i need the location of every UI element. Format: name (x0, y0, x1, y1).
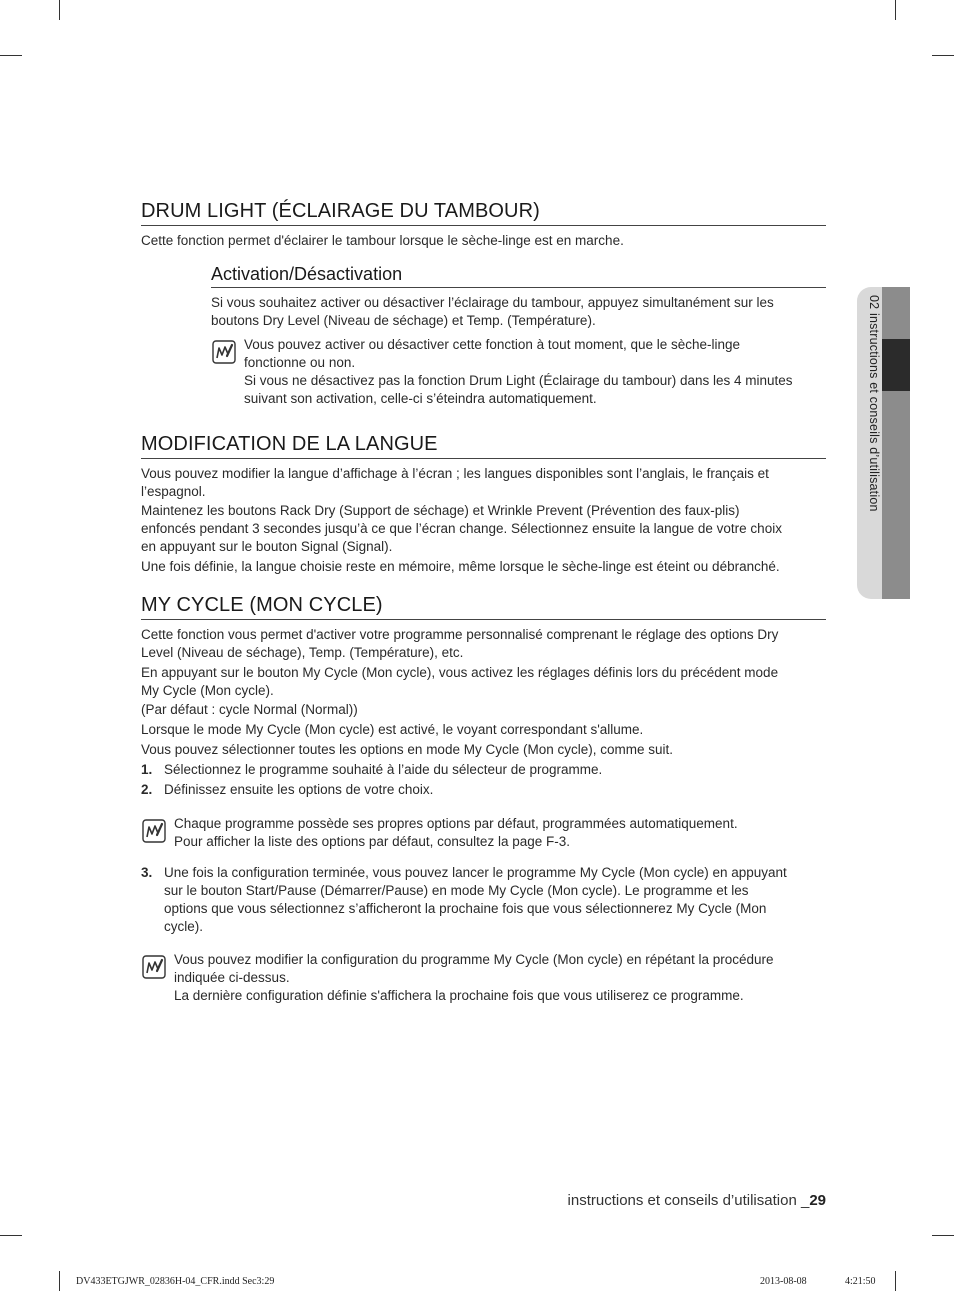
my-cycle-note-2 (174, 951, 774, 1005)
crop-mark (932, 1235, 954, 1236)
text-line: Chaque programme possède ses propres options par défaut, programmées automatiquement. (174, 816, 738, 831)
langue-para-1 (141, 465, 769, 501)
crop-mark (895, 0, 896, 20)
text-line: La dernière configuration définie s'affichera la prochaine fois que vous utiliserez ce programme. (174, 988, 744, 1003)
text-line: cycle). (164, 919, 204, 934)
print-slug-date: 2013-08-08 (760, 1276, 807, 1287)
print-slug-file: DV433ETGJWR_02836H-04_CFR.indd Sec3:29 (76, 1276, 275, 1287)
crop-mark (932, 55, 954, 56)
text-line: sur le bouton Start/Pause (Démarrer/Pause) en mode My Cycle (Mon cycle). Le programme et les (164, 883, 749, 898)
text-line: Level (Niveau de séchage), Temp. (Température), etc. (141, 645, 464, 660)
text-line: Une fois la configuration terminée, vous pouvez lancer le programme My Cycle (Mon cycle) en appuyant (164, 865, 787, 880)
section-title-my-cycle: MY CYCLE (MON CYCLE) (141, 593, 826, 620)
langue-para-2 (141, 502, 782, 556)
text-line: enfoncés pendant 3 secondes jusqu’à ce que l’écran change. Sélectionnez ensuite la langue de votre choix (141, 521, 782, 536)
text-line: Pour afficher la liste des options par défaut, consultez la page F-3. (174, 834, 570, 849)
step-number: 3. (141, 865, 153, 880)
drum-light-intro: Cette fonction permet d'éclairer le tambour lorsque le sèche-linge est en marche. (141, 233, 624, 248)
chapter-tab-marker (882, 339, 910, 391)
text-line: indiquée ci-dessus. (174, 970, 290, 985)
my-cycle-default: (Par défaut : cycle Normal (Normal)) (141, 702, 358, 717)
print-slug-time: 4:21:50 (845, 1276, 876, 1287)
text-line: fonctionne ou non. (244, 355, 356, 370)
activation-body (211, 294, 774, 330)
text-line: Si vous souhaitez activer ou désactiver l’éclairage du tambour, appuyez simultanément sur les (211, 295, 774, 310)
text-line: Vous pouvez modifier la configuration du programme My Cycle (Mon cycle) en répétant la procédure (174, 952, 774, 967)
subsection-title-activation: Activation/Désactivation (211, 263, 826, 288)
crop-mark (59, 1271, 60, 1291)
text-line: En appuyant sur le bouton My Cycle (Mon cycle), vous activez les réglages définis lors du précédent mode (141, 665, 779, 680)
text-line: Vous pouvez activer ou désactiver cette fonction à tout moment, que le sèche-linge (244, 337, 741, 352)
step-2-text: Définissez ensuite les options de votre choix. (164, 782, 434, 797)
text-line: suivant son activation, celle-ci s’éteindra automatiquement. (244, 391, 597, 406)
text-line: en appuyant sur le bouton Signal (Signal). (141, 539, 393, 554)
my-cycle-para-1 (141, 626, 778, 662)
chapter-tab-label: 02 instructions et conseils d’utilisation (867, 295, 881, 512)
section-title-langue: MODIFICATION DE LA LANGUE (141, 432, 826, 459)
note-pencil-icon (142, 955, 166, 979)
text-line: options que vous sélectionnez s’afficheront la prochaine fois que vous sélectionnerez My Cycle (Mon (164, 901, 767, 916)
text-line: Cette fonction vous permet d'activer votre programme personnalisé comprenant le réglage des options Dry (141, 627, 779, 642)
step-3-text (164, 864, 787, 936)
crop-mark (0, 55, 22, 56)
step-number: 1. (141, 762, 153, 777)
text-line: l’espagnol. (141, 484, 206, 499)
section-title-drum-light: DRUM LIGHT (ÉCLAIRAGE DU TAMBOUR) (141, 199, 826, 226)
my-cycle-para-5: Vous pouvez sélectionner toutes les options en mode My Cycle (Mon cycle), comme suit. (141, 742, 673, 757)
langue-para-3: Une fois définie, la langue choisie reste en mémoire, même lorsque le sèche-linge est éteint ou débranché. (141, 559, 780, 574)
my-cycle-para-2 (141, 664, 778, 700)
my-cycle-para-4: Lorsque le mode My Cycle (Mon cycle) est activé, le voyant correspondant s'allume. (141, 722, 644, 737)
page-number: 29 (809, 1192, 826, 1209)
text-line: boutons Dry Level (Niveau de séchage) et Temp. (Température). (211, 313, 596, 328)
text-line: My Cycle (Mon cycle). (141, 683, 274, 698)
note-pencil-icon (142, 819, 166, 843)
text-line: Maintenez les boutons Rack Dry (Support de séchage) et Wrinkle Prevent (Prévention des faux-plis) (141, 503, 740, 518)
my-cycle-note-1 (174, 815, 738, 851)
footer-section-label: instructions et conseils d’utilisation _ (567, 1192, 810, 1209)
note-pencil-icon (212, 340, 236, 364)
step-number: 2. (141, 782, 153, 797)
activation-note (244, 336, 793, 408)
text-line: Vous pouvez modifier la langue d’affichage à l’écran ; les langues disponibles sont l’anglais, le français et (141, 466, 769, 481)
text-line: Si vous ne désactivez pas la fonction Drum Light (Éclairage du tambour) dans les 4 minutes (244, 373, 793, 388)
page-footer (568, 1192, 826, 1209)
chapter-tab-strip (882, 287, 910, 599)
step-1-text: Sélectionnez le programme souhaité à l’aide du sélecteur de programme. (164, 762, 603, 777)
crop-mark (59, 0, 60, 20)
crop-mark (0, 1235, 22, 1236)
crop-mark (895, 1271, 896, 1291)
